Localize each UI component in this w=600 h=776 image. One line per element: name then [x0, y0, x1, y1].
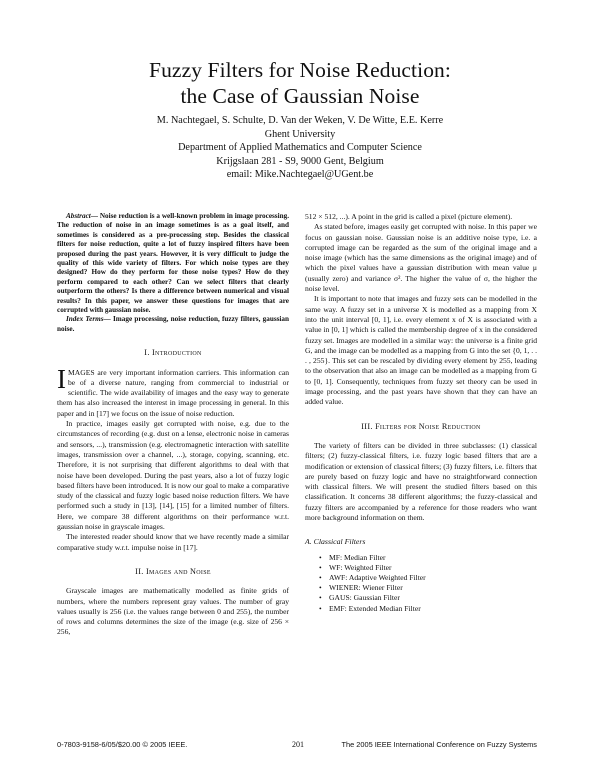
list-item: • WIENER: Wiener Filter [319, 583, 403, 593]
author-block [0, 114, 600, 182]
affiliation-university: Ghent University [264, 128, 336, 140]
section-title: Images and Noise [145, 566, 211, 576]
section-heading-images-noise [57, 567, 289, 577]
section-heading-filters [305, 422, 537, 432]
section-title: Filters for Noise Reduction [375, 421, 481, 431]
bullet-icon: • [319, 583, 322, 593]
list-item: • WF: Weighted Filter [319, 562, 392, 572]
abstract-label: Abstract [66, 212, 91, 220]
intro-paragraph-1 [57, 363, 289, 419]
section-title: Introduction [152, 348, 202, 358]
section-number: III. [361, 421, 373, 431]
index-terms-label: Index Terms [66, 315, 104, 324]
abstract-text: — Noise reduction is a well-known problem in image processing. The reduction of noise in an image sometimes is as a goal itself, and sometimes is considered as a pre-processing step. Besides the classical filters for noise reduction, quite a lot of fuzzy inspired filters have been proposed during the past years. However, it is very difficult to judge the quality of this wide variety of filters. For which noise types are they designed? How do they perform for those noise types? How do they perform compared to each other? Can we select filters that clearly outperform the others? Is there a difference between numerical and visual results? In this paper, we answer these questions for images that are corrupted with gaussian noise. [57, 212, 289, 315]
abstract [57, 212, 289, 315]
bullet-icon: • [319, 552, 322, 562]
section-heading-introduction [57, 348, 289, 358]
subsection-heading-classical-filters: A. Classical Filters [305, 537, 366, 547]
intro-paragraph-2: In practice, images easily get corrupted with noise, e.g. due to the circumstances of recording (e.g. dust on a lense, electronic noise in cameras and sensors, ...), transmission (e.g. electromagnetic interaction with satellite images, transmission over a channel, ...), storage, copying, scanning, etc. Therefore, it is not surprising that different algorithms to deal with that noise have been developed. During the past years, also a lot of fuzzy logic based filters have been introduced. It is now our goal to make a comparative study of the classical and fuzzy logic based noise reduction filters. We have performed such a study in [13], [14], [15] for a limited number of filters. Here, we compare 38 different algorithms on their performance w.r.t. gaussian noise in grayscale images. [57, 419, 289, 532]
bullet-icon: • [319, 603, 322, 613]
index-terms-text: — Image processing, noise reduction, fuzzy filters, gaussian noise. [57, 315, 290, 333]
index-terms [57, 315, 289, 334]
footer-copyright: 0-7803-9158-6/05/$20.00 © 2005 IEEE. [57, 740, 188, 749]
title-line-2: the Case of Gaussian Noise [180, 84, 420, 108]
contact-email: email: Mike.Nachtegael@UGent.be [226, 169, 374, 181]
list-item: • EMF: Extended Median Filter [319, 603, 421, 613]
intro-paragraph-1-text: MAGES are very important information carriers. This information can be of a diverse nature, ranging from commercial to industrial or scientific. The wide availability of images and the easy way to generate them has also increased the interest in image processing in general. In this paper and in [17] we focus on the issue of noise reduction. [57, 367, 289, 418]
drop-cap-letter: I [57, 363, 66, 394]
affiliation-department: Department of Applied Mathematics and Computer Science [178, 142, 422, 154]
section-number: I. [144, 348, 150, 358]
classical-filter-list [305, 553, 537, 614]
list-item: • MF: Median Filter [319, 552, 386, 562]
list-item: • GAUS: Gaussian Filter [319, 593, 400, 603]
fuzzy-sets-paragraph: It is important to note that images and fuzzy sets can be modelled in the same way. A fuzzy set in a universe X is modelled as a mapping from X into the unit interval [0, 1], i.e. every element x of X is associated with a value in [0, 1] which is called the membership degree of x in the considered fuzzy set. Images are modelled in a similar way: the universe is a finite grid G, and the image can be modelled as a mapping from G into the set {0, 1, . . . , 255}. This set can be rescaled by dividing every element by 255, leading to the observation that also an image can be modelled as a mapping from G to [0, 1]. Consequently, techniques from fuzzy set theory can be used in image processing, and the past years have shown that they can have an added value. [305, 294, 537, 407]
right-column [305, 212, 537, 614]
intro-paragraph-3: The interested reader should know that we have recently made a similar comparative study w.r.t. impulse noise in [17]. [57, 532, 289, 552]
bullet-icon: • [319, 573, 322, 583]
filters-paragraph: The variety of filters can be divided in three subclasses: (1) classical filters; (2) fuzzy-classical filters, i.e. fuzzy logic based filters that are a modification or extension of classical filters; (3) fuzzy filters, i.e. filters that are purely based on fuzzy logic and have no straightforward connection with classical filters. We will present the studied filters based on this classification. It concerns 38 different algorithms; the fuzzy-classical and fuzzy filters are accompanied by a reference for those readers who want more background information on them. [305, 440, 537, 523]
bullet-icon: • [319, 562, 322, 572]
images-paragraph-continued: 512 × 512, ...). A point in the grid is called a pixel (picture element). [305, 212, 513, 221]
section-number: II. [135, 566, 144, 576]
bullet-icon: • [319, 593, 322, 603]
title-line-1: Fuzzy Filters for Noise Reduction: [149, 58, 451, 82]
paper-title [0, 57, 600, 109]
footer-conference: The 2005 IEEE International Conference on Fuzzy Systems [341, 740, 537, 749]
images-paragraph-1: Grayscale images are mathematically modelled as finite grids of numbers, where the numbers represent gray values. The number of gray values usually is 256 (i.e. the values range between 0 and 255), the number of rows and columns determines the size of the image (e.g. size of 256 × 256, [57, 586, 289, 637]
left-column [57, 212, 289, 638]
footer-page-number: 201 [292, 740, 304, 749]
noise-paragraph: As stated before, images easily get corrupted with noise. In this paper we focus on gaussian noise. Gaussian noise is an additive noise type, i.e. a corrupted image can be regarded as the sum of the original image and a noise image (which has the same dimensions as the original image) and of which the pixel values have a gaussian distribution with mean value μ (usually zero) and variance σ². The higher the value of σ, the higher the noise level. [305, 222, 537, 294]
list-item: • AWF: Adaptive Weighted Filter [319, 573, 426, 583]
affiliation-address: Krijgslaan 281 - S9, 9000 Gent, Belgium [216, 155, 384, 167]
author-names: M. Nachtegael, S. Schulte, D. Van der Weken, V. De Witte, E.E. Kerre [156, 115, 444, 126]
